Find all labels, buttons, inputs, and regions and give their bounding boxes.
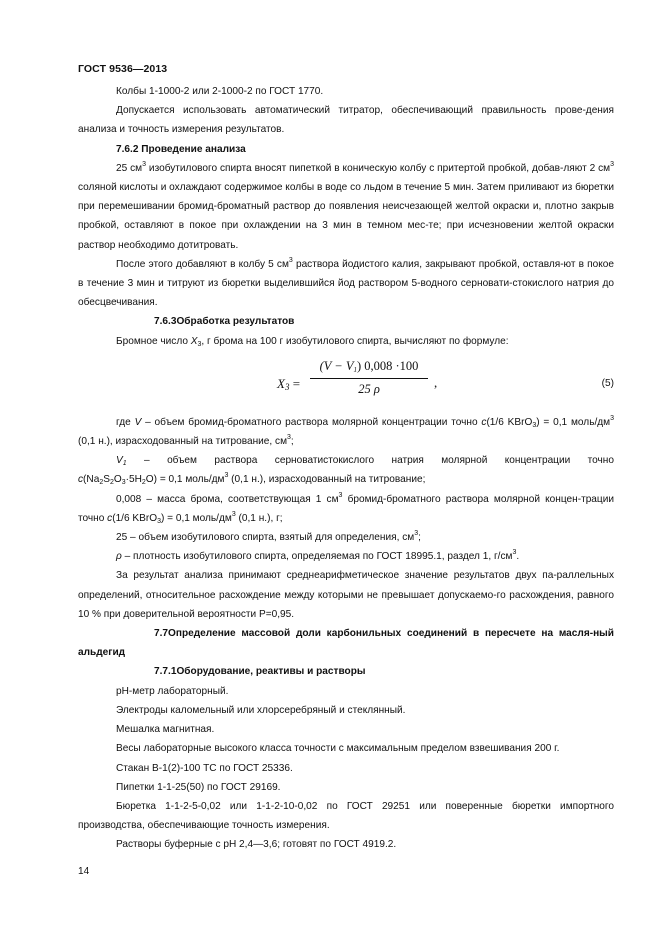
section-number: 7.7.1 [154, 666, 177, 678]
formula-numerator: $(V - V_1)$ 0,008 ·100 [310, 357, 428, 379]
page-number: 14 [78, 866, 90, 877]
section-number: 7.7 [154, 628, 169, 640]
where-v1-cont: $c(Na_2S_2O_3\cdot 5H_2O) = 0,1$ моль/$дм^3$ (0,1 н.), израсходованный на титрование; [78, 472, 426, 487]
equipment-item: Бюретка 1-1-2-5-0,02 или 1-1-2-10-0,02 по ГОСТ 29251 или поверенные бюретки импортного производства, обеспечивающие точность измерения. [78, 800, 614, 832]
section-title: Оборудование, реактивы и растворы [176, 666, 366, 678]
where-rho: ρ – плотность изобутилового спирта, определяемая по ГОСТ 18995.1, раздел 1, $г/см^3$. [116, 549, 520, 563]
formula-lhs: $X_3$ = [277, 375, 301, 392]
section-heading-7-6-2 [78, 140, 614, 159]
equipment-item: Мешалка магнитная. [116, 724, 215, 736]
formula-denominator: 25 ρ [358, 382, 380, 397]
equipment-item: Пипетки 1-1-25(50) по ГОСТ 29169. [116, 781, 281, 793]
equipment-item: Весы лабораторные высокого класса точности с максимальным пределом взвешивания 200 г. [116, 743, 560, 755]
section-title: Определение массовой доли карбонильных соединений в пересчете на масля-ный альдегид [78, 628, 614, 659]
section-heading-7-6-3 [78, 312, 614, 331]
where-v: где V – объем бромид-броматного раствора молярной концентрации точно c(1/6 KBrO$_3$) = 0,1 моль/$дм^3$ (0,1 н.), израсходованный на титрование, $см^3$; [78, 414, 614, 448]
section-number: 7.6.3 [154, 316, 177, 328]
paragraph-result: За результат анализа принимают среднеарифметическое значение результатов двух па-раллельных определений, относительное расхождение между которыми не превышает допускаемо-го расхождения, равного 10 % при доверительной вероятности Р=0,95. [78, 570, 614, 620]
paragraph-flasks: Колбы 1-1000-2 или 2-1000-2 по ГОСТ 1770. [116, 86, 324, 97]
where-0008: 0,008 – масса брома, соответствующая 1 $см^3$ бромид-броматного раствора молярной концен-трации точно c(1/6 KBrO$_3$) = 0,1 моль/$дм^3$ (0,1 н.), г; [78, 491, 614, 525]
section-heading-7-7-1 [78, 662, 614, 681]
document-body [78, 82, 614, 855]
paragraph-bromine-number: Бромное число $X_3$, г брома на 100 г изобутилового спирта, вычисляют по формуле: [116, 335, 509, 348]
where-25: 25 – объем изобутилового спирта, взятый для определения, $см^3$; [116, 530, 421, 544]
paragraph-procedure-1: 25 $см^3$ изобутилового спирта вносят пипеткой в коническую колбу с притертой пробкой, добав-ляют 2 $см^3$ соляной кислоты и охлаждают содержимое колбы в воде со льдом в течение 5 мин. Затем приливают из бюретки при перемешивании бромид-броматный раствор до появления неисчезающей желтой окраски и, плотно закрыв пробкой, оставляют в покое при охлаждении на 3 мин в темном мес-те; при исчезновении желтой окраски раствор необходимо дотитровать. [78, 160, 614, 251]
equipment-item: pH-метр лабораторный. [116, 685, 229, 697]
section-title: Проведение анализа [141, 143, 246, 155]
formula-5 [78, 353, 614, 411]
formula-comma: , [434, 374, 438, 390]
paragraph-titrator: Допускается использовать автоматический титратор, обеспечивающий правильность прове-дения анализа и точность измерения результатов. [78, 105, 614, 136]
where-v1: $V_1$ – объем раствора серноватистокислого натрия молярной концентрации точно [116, 455, 614, 468]
section-title: Обработка результатов [176, 316, 295, 328]
paragraph-procedure-2: После этого добавляют в колбу 5 $см^3$ раствора йодистого калия, закрывают пробкой, оставля-ют в покое в течение 3 мин и титруют из бюретки выделившийся йод раствором 5-водного серновати-стокислого натрия до обесцвечивания. [78, 256, 615, 309]
section-heading-7-7 [78, 624, 614, 662]
equipment-item: Электроды каломельный или хлорсеребряный и стеклянный. [116, 704, 406, 716]
formula-fraction [310, 357, 428, 399]
section-number: 7.6.2 [116, 143, 139, 155]
document-header: ГОСТ 9536—2013 [78, 63, 168, 75]
equipment-item: Стакан В-1(2)-100 ТС по ГОСТ 25336. [116, 762, 293, 774]
equipment-item: Растворы буферные с рН 2,4—3,6; готовят по ГОСТ 4919.2. [116, 839, 397, 851]
formula-number: (5) [601, 377, 614, 389]
